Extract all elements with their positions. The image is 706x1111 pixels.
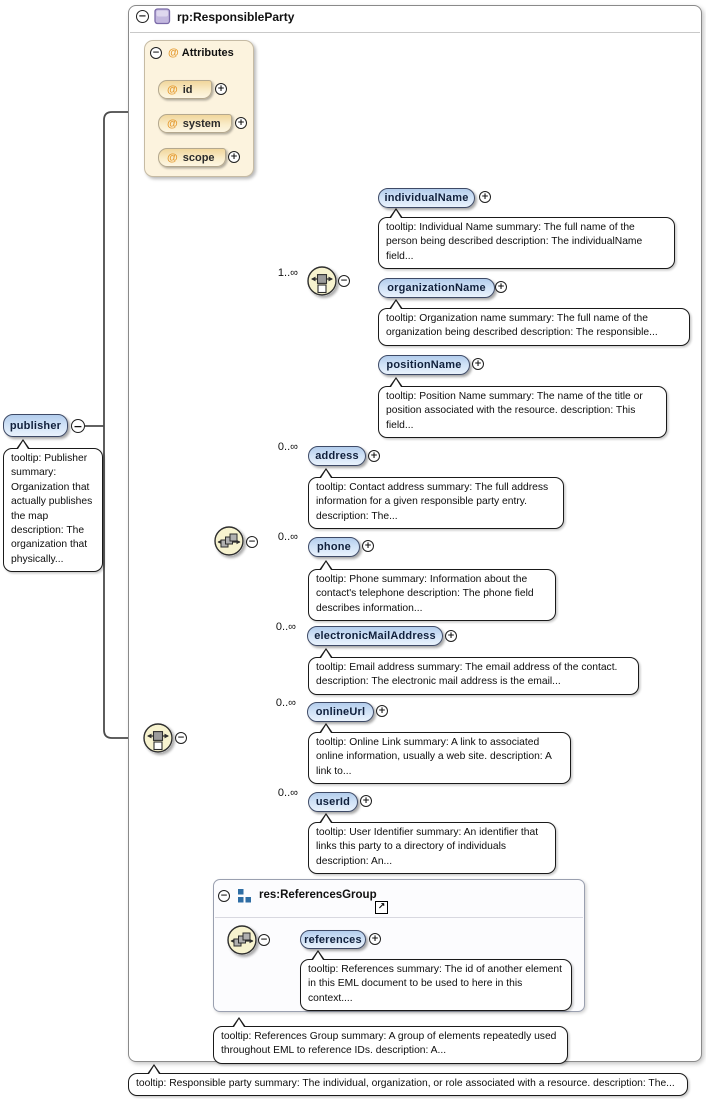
element-individualName[interactable]: individualName (378, 188, 475, 208)
refgroup-header-separator (215, 917, 583, 918)
element-references[interactable]: references (300, 930, 366, 949)
plus-glyph: + (362, 795, 370, 806)
expand-phone-button[interactable] (362, 540, 374, 552)
minus-glyph: − (73, 419, 83, 433)
collapse-sequence-button[interactable] (246, 536, 258, 548)
attribute-system[interactable] (158, 114, 232, 133)
element-publisher[interactable]: publisher (3, 414, 68, 437)
collapse-choice-button[interactable] (175, 732, 187, 744)
plus-glyph: + (364, 540, 372, 551)
onlineUrl-cardinality: 0..∞ (275, 697, 296, 709)
plus-glyph: + (230, 151, 238, 162)
element-onlineUrl[interactable]: onlineUrl (307, 702, 374, 722)
collapse-publisher-button[interactable] (71, 419, 85, 433)
element-phone[interactable]: phone (308, 537, 360, 557)
expand-references-button[interactable] (369, 933, 381, 945)
element-organizationName[interactable]: organizationName (378, 278, 495, 298)
userId-tooltip: tooltip: User Identifier summary: An identifier that links this party to a directory of individuals description: An... (308, 822, 556, 874)
positionName-tooltip: tooltip: Position Name summary: The name of the title or position associated with the resource. description: This field... (378, 386, 667, 438)
name-choice-cardinality: 1..∞ (277, 267, 298, 279)
minus-glyph: − (340, 275, 348, 286)
address-cardinality: 0..∞ (277, 441, 298, 453)
plus-glyph: + (497, 281, 505, 292)
at-icon: @ (167, 117, 178, 130)
complex-type-icon (154, 8, 171, 25)
minus-glyph: − (177, 732, 185, 743)
minus-glyph: − (138, 11, 147, 22)
expand-organizationName-button[interactable] (495, 281, 507, 293)
onlineUrl-tooltip: tooltip: Online Link summary: A link to associated online information, usually a web site. description: A link to... (308, 732, 571, 784)
userId-cardinality: 0..∞ (277, 787, 298, 799)
attribute-scope[interactable] (158, 148, 226, 167)
collapse-root-button[interactable] (136, 10, 149, 23)
plus-glyph: + (474, 358, 482, 369)
publisher-tooltip: tooltip: Publisher summary: Organization that actually publishes the map description: The organization that physically... (3, 448, 103, 572)
root-title: rp:ResponsibleParty (177, 10, 295, 24)
expand-scope-button[interactable] (228, 151, 240, 163)
refgroup-tooltip: tooltip: References Group summary: A group of elements repeatedly used throughout EML to reference IDs. description: A... (213, 1026, 568, 1064)
plus-glyph: + (371, 933, 379, 944)
expand-individualName-button[interactable] (479, 191, 491, 203)
plus-glyph: + (378, 705, 386, 716)
plus-glyph: + (217, 83, 225, 94)
electronicMailAddress-tooltip: tooltip: Email address summary: The email address of the contact. description: The electronic mail address is the email... (308, 657, 639, 695)
attribute-label: scope (182, 151, 215, 164)
expand-id-button[interactable] (215, 83, 227, 95)
expand-electronicMailAddress-button[interactable] (445, 630, 457, 642)
at-icon: @ (167, 83, 178, 96)
expand-address-button[interactable] (368, 450, 380, 462)
group-icon (237, 889, 252, 904)
address-tooltip: tooltip: Contact address summary: The full address information for a given responsible party entry. description: The... (308, 477, 564, 529)
attribute-label: id (182, 83, 193, 96)
element-electronicMailAddress[interactable]: electronicMailAddress (307, 626, 443, 646)
phone-tooltip: tooltip: Phone summary: Information about the contact's telephone description: The phone field describes information... (308, 569, 556, 621)
choice-icon[interactable] (143, 723, 173, 753)
element-userId[interactable]: userId (308, 792, 358, 812)
expand-userId-button[interactable] (360, 795, 372, 807)
element-positionName[interactable]: positionName (378, 355, 470, 375)
link-arrow-glyph: ↗ (377, 902, 386, 912)
phone-cardinality: 0..∞ (277, 531, 298, 543)
minus-glyph: − (260, 934, 268, 945)
attribute-label: system (182, 117, 221, 130)
organizationName-tooltip: tooltip: Organization name summary: The full name of the organization being described description: The responsible... (378, 308, 690, 346)
at-icon: @ (167, 151, 178, 164)
refgroup-sequence-icon[interactable] (227, 925, 257, 955)
collapse-name-choice-button[interactable] (338, 275, 350, 287)
element-address[interactable]: address (308, 446, 366, 466)
external-link-icon[interactable] (375, 901, 388, 914)
electronicMailAddress-cardinality: 0..∞ (275, 621, 296, 633)
plus-glyph: + (481, 191, 489, 202)
refgroup-title: res:ReferencesGroup (259, 889, 377, 901)
minus-glyph: − (220, 890, 228, 901)
expand-positionName-button[interactable] (472, 358, 484, 370)
minus-glyph: − (248, 536, 256, 547)
minus-glyph: − (152, 47, 160, 58)
expand-onlineUrl-button[interactable] (376, 705, 388, 717)
collapse-refgroup-sequence-button[interactable] (258, 934, 270, 946)
sequence-icon[interactable] (214, 526, 244, 556)
collapse-attributes-button[interactable] (150, 47, 162, 59)
attributes-title: Attributes (181, 47, 234, 59)
header-separator (130, 32, 700, 33)
collapse-refgroup-button[interactable] (218, 890, 230, 902)
at-icon: @ (168, 47, 179, 59)
attribute-id[interactable] (158, 80, 212, 99)
individualName-tooltip: tooltip: Individual Name summary: The full name of the person being described description: The individualName field... (378, 217, 675, 269)
plus-glyph: + (447, 630, 455, 641)
root-tooltip: tooltip: Responsible party summary: The individual, organization, or role associated with a resource. description: The... (128, 1073, 688, 1096)
plus-glyph: + (370, 450, 378, 461)
expand-system-button[interactable] (235, 117, 247, 129)
plus-glyph: + (237, 117, 245, 128)
references-tooltip: tooltip: References summary: The id of another element in this EML document to be used to here in this context.... (300, 959, 572, 1011)
name-choice-icon[interactable] (307, 266, 337, 296)
